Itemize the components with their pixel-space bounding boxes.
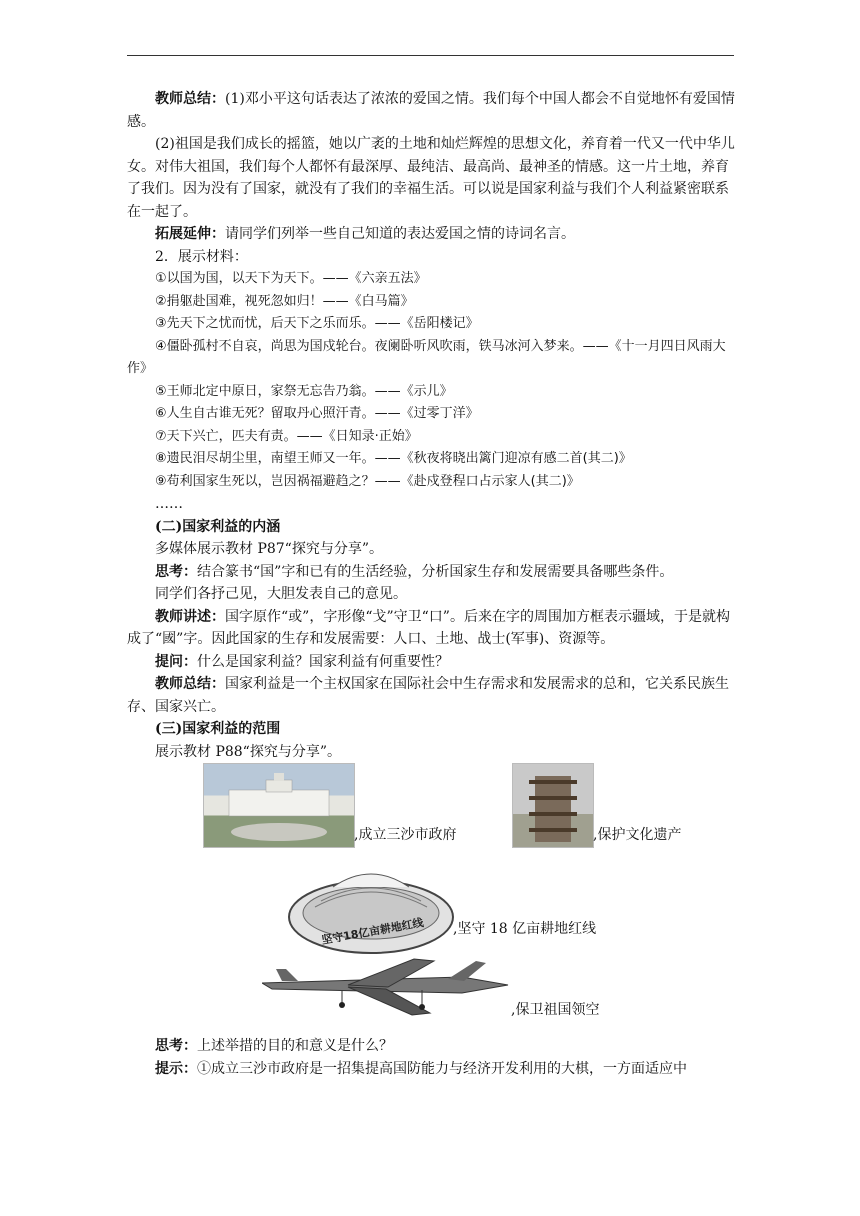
paragraph xyxy=(127,223,737,246)
label: 提示： xyxy=(155,1060,197,1077)
caption-heritage: ,保护文化遗产 xyxy=(593,827,682,843)
text: 请同学们列举一些自己知道的表达爱国之情的诗词名言。 xyxy=(225,226,575,242)
figure-row-3 xyxy=(127,965,737,1035)
poem-item: ⑤王师北定中原日，家祭无忘告乃翁。——《示儿》 xyxy=(155,383,453,399)
paragraph xyxy=(127,1058,737,1081)
label: 提问： xyxy=(155,653,197,670)
poem-item: ①以国为国，以天下为天下。——《六亲五法》 xyxy=(155,271,427,286)
text: 上述举措的目的和意义是什么？ xyxy=(197,1038,393,1054)
seal-text: 坚守18亿亩耕地红线 xyxy=(320,916,425,947)
document-body xyxy=(127,88,737,1080)
poem-item: ⑦天下兴亡，匹夫有责。——《日知录·正始》 xyxy=(155,428,418,444)
poem-item: ⑥人生自古谁无死？留取丹心照汗青。——《过零丁洋》 xyxy=(155,406,479,421)
label: 思考： xyxy=(155,563,197,580)
label: 拓展延伸： xyxy=(155,226,225,242)
text: ①成立三沙市政府是一招集提高国防能力与经济开发利用的大棋，一方面适应中 xyxy=(197,1060,687,1077)
paragraph xyxy=(127,673,737,718)
label: 教师总结： xyxy=(155,91,225,107)
paragraph: 2．展示材料： xyxy=(155,248,248,265)
fighter-jet-image xyxy=(262,957,514,1025)
text: 国字原作“或”，字形像“戈”守卫“口”。后来在字的周围加方框表示疆域，于是就构成了“國”字。因此国家的生存和发展需要：人口、土地、战士(军事)、资源等。 xyxy=(127,608,730,647)
paragraph: (2)祖国是我们成长的摇篮，她以广袤的土地和灿烂辉煌的思想文化，养育着一代又一代中华儿女。对伟大祖国，我们每个人都怀有最深厚、最纯洁、最高尚、最神圣的情感。这一片土地，养育了我们。因为没有了国家，就没有了我们的幸福生活。可以说是国家利益与我们个人利益紧密联系在一起了。 xyxy=(127,136,735,220)
section-heading: (二)国家利益的内涵 xyxy=(155,518,281,535)
poem-item: ⑨苟利国家生死以，岂因祸福避趋之？——《赴戍登程口占示家人(其二)》 xyxy=(155,473,580,489)
paragraph xyxy=(127,651,737,674)
paragraph xyxy=(127,606,737,651)
poem-item: ⑧遗民泪尽胡尘里，南望王师又一年。——《秋夜将晓出篱门迎凉有感二首(其二)》 xyxy=(155,451,632,466)
label: 教师总结： xyxy=(155,676,225,692)
paragraph: 展示教材 P88“探究与分享”。 xyxy=(155,743,341,760)
paragraph: 同学们各抒己见，大胆发表自己的意见。 xyxy=(155,586,407,602)
paragraph xyxy=(127,561,737,584)
caption-farmland: ,坚守 18 亿亩耕地红线 xyxy=(453,921,597,937)
caption-sansha: ,成立三沙市政府 xyxy=(354,827,457,843)
text: 国家利益是一个主权国家在国际社会中生存需求和发展需求的总和，它关系民族生存、国家兴亡。 xyxy=(127,676,729,715)
caption-airspace: ,保卫祖国领空 xyxy=(511,1002,600,1018)
text: 什么是国家利益？国家利益有何重要性？ xyxy=(197,653,449,670)
figure-row-2 xyxy=(127,859,737,965)
paragraph: 多媒体展示教材 P87“探究与分享”。 xyxy=(155,541,383,557)
farmland-seal-image xyxy=(285,857,457,957)
header-rule xyxy=(127,55,734,56)
paragraph xyxy=(127,88,737,133)
ellipsis: …… xyxy=(155,496,183,512)
label: 教师讲述： xyxy=(155,608,225,625)
heritage-tower-photo xyxy=(512,763,594,848)
text: 结合篆书“国”字和已有的生活经验，分析国家生存和发展需要具备哪些条件。 xyxy=(197,563,674,580)
poem-item: ②捐躯赴国难，视死忽如归！——《白马篇》 xyxy=(155,293,414,309)
paragraph xyxy=(127,1035,737,1058)
section-heading: (三)国家利益的范围 xyxy=(155,721,281,737)
poem-item: ④僵卧孤村不自哀，尚思为国戍轮台。夜阑卧听风吹雨，铁马冰河入梦来。——《十一月四日风雨大作》 xyxy=(127,338,726,376)
label: 思考： xyxy=(155,1038,197,1054)
text: (1)邓小平这句话表达了浓浓的爱国之情。我们每个中国人都会不自觉地怀有爱国情感。 xyxy=(127,91,735,130)
figure-row-1 xyxy=(127,763,737,859)
sansha-government-photo xyxy=(203,763,355,848)
poem-item: ③先天下之忧而忧，后天下之乐而乐。——《岳阳楼记》 xyxy=(155,316,479,331)
